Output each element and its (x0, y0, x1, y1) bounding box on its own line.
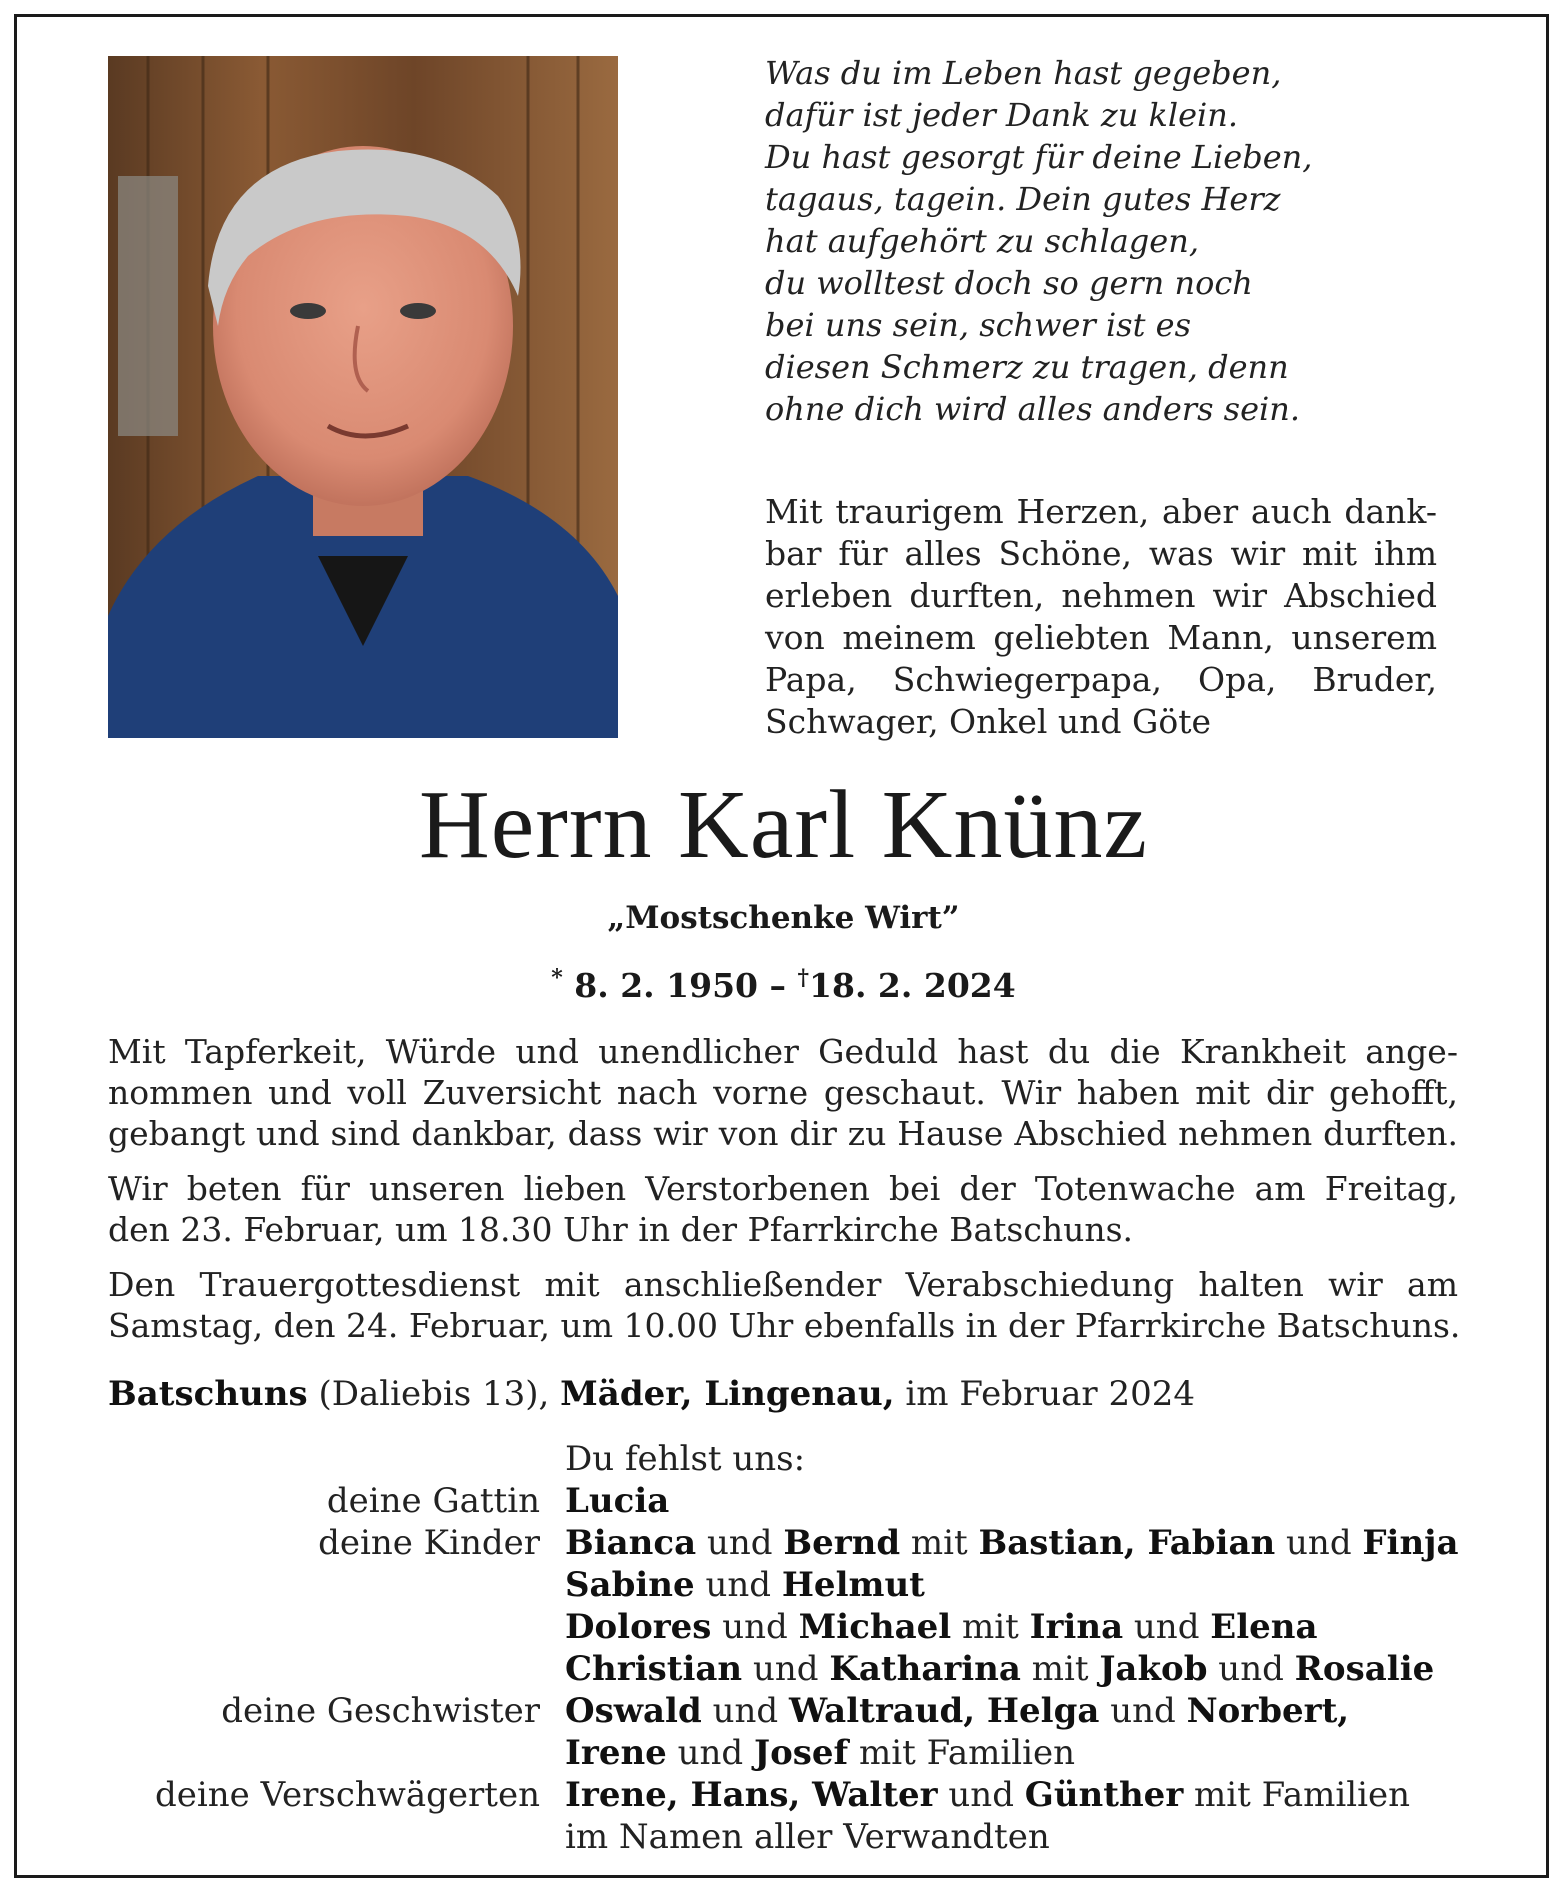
intro-line: von meinem geliebten Mann, unserem (765, 618, 1437, 657)
poem-line: Du hast gesorgt für deine Lieben, (765, 138, 1313, 176)
poem-line: bei uns sein, schwer ist es (765, 306, 1191, 344)
mourners-heading: Du fehlst uns: (565, 1439, 806, 1479)
mourner-connector: und (1110, 1691, 1176, 1731)
mourner-label: deine Kinder (318, 1523, 540, 1563)
poem-line: ohne dich wird alles anders sein. (765, 390, 1301, 428)
mourner-name: Rosalie (1294, 1649, 1435, 1689)
mourner-row (108, 1774, 1488, 1816)
mourner-name: Josef (754, 1733, 849, 1773)
mourner-name: Finja (1362, 1523, 1459, 1563)
mourner-name: Irina (1029, 1607, 1124, 1647)
place-address: (Daliebis 13), (318, 1374, 550, 1414)
mourners-list (108, 1438, 1488, 1858)
paragraph-illness (108, 1031, 1458, 1154)
mourner-connector: mit (910, 1523, 968, 1563)
paragraph-line: Samstag, den 24. Februar, um 10.00 Uhr ebenfalls in der Pfarrkirche Batschuns. (108, 1306, 1461, 1345)
place-date-line (108, 1373, 1195, 1415)
mourner-row (108, 1690, 1488, 1732)
mourner-name: Bianca (565, 1523, 697, 1563)
mourner-connector: und (1133, 1607, 1200, 1647)
died-date: 18. 2. 2024 (809, 966, 1016, 1005)
poem-line: Was du im Leben hast gegeben, (765, 54, 1282, 92)
mourner-connector: mit (962, 1607, 1019, 1647)
intro-line: Papa, Schwiegerpapa, Opa, Bruder, (765, 660, 1437, 699)
mourner-connector: und (722, 1607, 788, 1647)
paragraph-line: nommen und voll Zuversicht nach vorne geschaut. Wir haben mit dir gehofft, (108, 1073, 1458, 1112)
place-town: Batschuns (108, 1374, 308, 1414)
mourner-name: Christian (565, 1649, 743, 1689)
mourner-row (108, 1648, 1488, 1690)
paragraph-wake (108, 1168, 1458, 1250)
mourner-row (108, 1606, 1488, 1648)
mourner-label: deine Gattin (326, 1481, 540, 1521)
poem-line: dafür ist jeder Dank zu klein. (765, 96, 1239, 134)
poem (765, 52, 1465, 430)
paragraph-line: Wir beten für unseren lieben Verstorbenen bei der Totenwache am Freitag, (108, 1169, 1458, 1208)
mourner-name: Helmut (781, 1565, 925, 1605)
mourner-row (108, 1522, 1488, 1564)
date-separator: – (769, 966, 787, 1005)
mourner-connector: und (705, 1565, 771, 1605)
poem-line: diesen Schmerz zu tragen, denn (765, 348, 1289, 386)
mourner-name: Sabine (565, 1565, 695, 1605)
born-symbol: * (551, 965, 563, 991)
mourner-connector: und (677, 1733, 744, 1773)
mourner-name: Jakob (1099, 1649, 1208, 1689)
mourner-row (108, 1480, 1488, 1522)
mourner-name: Dolores (565, 1607, 712, 1647)
poem-line: tagaus, tagein. Dein gutes Herz (765, 180, 1281, 218)
mourner-name: Bernd (783, 1523, 901, 1563)
intro-text (765, 491, 1437, 743)
mourner-name: Bastian, Fabian (978, 1523, 1276, 1563)
born-date: 8. 2. 1950 (574, 966, 759, 1005)
mourner-name: Katharina (829, 1649, 1021, 1689)
died-symbol: † (797, 965, 810, 991)
mourner-connector: und (948, 1775, 1014, 1815)
mourner-connector: und (1286, 1523, 1352, 1563)
mourners-heading-row (108, 1438, 1488, 1480)
mourner-connector: mit (1031, 1649, 1089, 1689)
mourner-connector: und (1218, 1649, 1284, 1689)
mourner-name: Michael (798, 1607, 952, 1647)
paragraph-line: Mit Tapferkeit, Würde und unendlicher Geduld hast du die Krankheit ange- (108, 1032, 1458, 1071)
poem-line: du wolltest doch so gern noch (765, 264, 1253, 302)
mourner-label: deine Verschwägerten (155, 1775, 540, 1815)
mourner-row (108, 1564, 1488, 1606)
paragraph-funeral (108, 1264, 1461, 1346)
poem-line: hat aufgehört zu schlagen, (765, 222, 1199, 260)
mourner-connector: mit Familien (1194, 1775, 1411, 1815)
intro-line: Schwager, Onkel und Göte (765, 702, 1212, 741)
mourner-name: Günther (1024, 1775, 1184, 1815)
paragraph-line: gebangt und sind dankbar, dass wir von dir zu Hause Abschied nehmen durften. (108, 1114, 1458, 1153)
mourner-row (108, 1816, 1488, 1858)
nickname: „Mostschenke Wirt” (607, 900, 960, 936)
mourner-connector: mit Familien (858, 1733, 1076, 1773)
mourner-name: Waltraud, Helga (788, 1691, 1100, 1731)
intro-line: bar für alles Schöne, was wir mit ihm (765, 534, 1437, 573)
portrait-photo (108, 56, 618, 738)
mourner-name: Oswald (565, 1691, 702, 1731)
mourner-name: Irene (565, 1733, 667, 1773)
mourner-connector: und (706, 1523, 773, 1563)
paragraph-line: Den Trauergottesdienst mit anschließender Verabschiedung halten wir am (108, 1265, 1458, 1304)
life-dates (0, 956, 1567, 1008)
mourner-name: Norbert, (1186, 1691, 1350, 1731)
place-date: im Februar 2024 (905, 1374, 1195, 1414)
mourner-connector: und (712, 1691, 779, 1731)
deceased-name: Herrn Karl Knünz (419, 771, 1148, 879)
mourner-row (108, 1732, 1488, 1774)
intro-line: erleben durften, nehmen wir Abschied (765, 576, 1437, 615)
place-others: Mäder, Lingenau, (560, 1374, 895, 1414)
mourner-name: Irene, Hans, Walter (565, 1775, 938, 1815)
paragraph-line: den 23. Februar, um 18.30 Uhr in der Pfarrkirche Batschuns. (108, 1210, 1133, 1249)
mourner-name: Lucia (565, 1481, 670, 1521)
mourner-connector: und (752, 1649, 819, 1689)
intro-line: Mit traurigem Herzen, aber auch dank- (765, 492, 1437, 531)
mourner-label: deine Geschwister (221, 1691, 540, 1731)
mourners-footer: im Namen aller Verwandten (565, 1817, 1050, 1857)
mourner-name: Elena (1210, 1607, 1318, 1647)
